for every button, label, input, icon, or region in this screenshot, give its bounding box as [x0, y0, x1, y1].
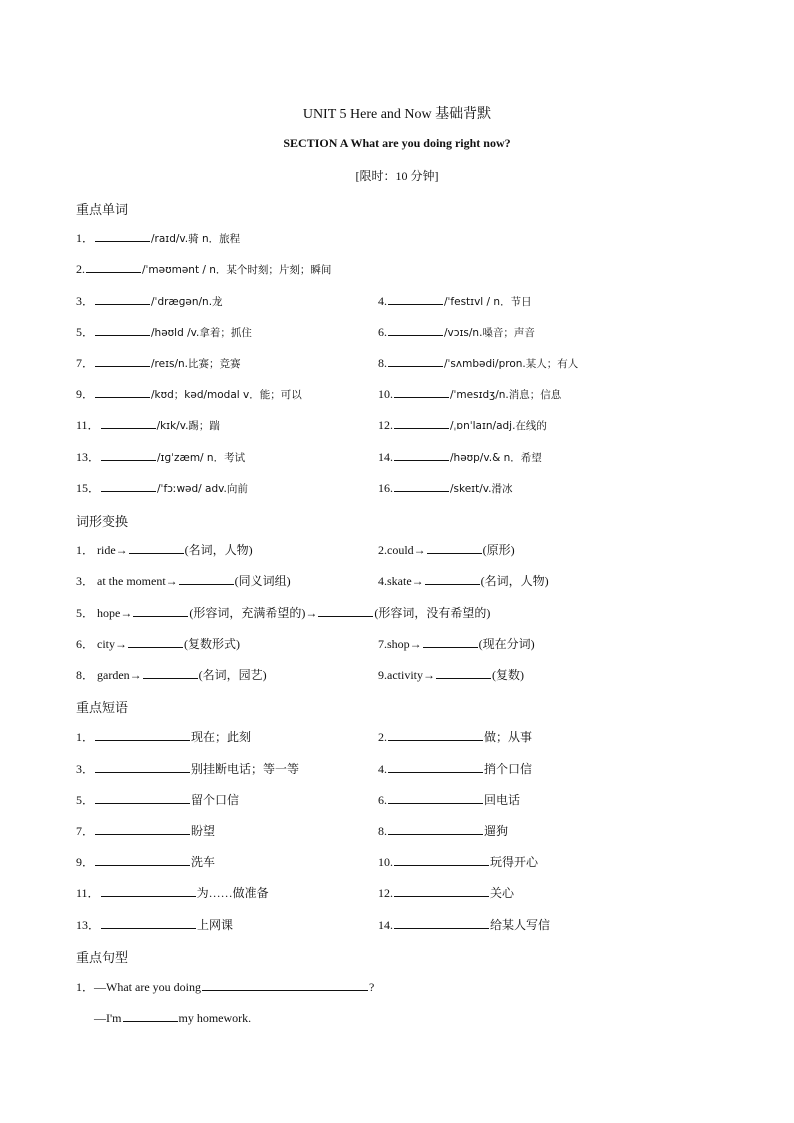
vocab-item: 7． /reɪs/n.比赛；竞赛	[76, 356, 241, 370]
answer-blank[interactable]	[95, 229, 150, 242]
vocab-item: 10. /ˈmesɪdʒ/n.消息；信息	[378, 387, 562, 401]
answer-blank[interactable]	[388, 822, 483, 835]
form-item: 9.activity→ (复数)	[378, 668, 524, 682]
phrase-item: 14. 给某人写信	[378, 918, 551, 932]
form-item: 8． garden→ (名词，园艺)	[76, 668, 267, 682]
phrase-item: 4. 捎个口信	[378, 762, 533, 776]
vocab-item: 8. /ˈsʌmbədi/pron.某人；有人	[378, 356, 579, 370]
answer-blank[interactable]	[95, 822, 190, 835]
answer-blank[interactable]	[427, 541, 482, 554]
answer-blank[interactable]	[202, 978, 368, 991]
sentences-heading: 重点句型	[76, 950, 129, 965]
phrase-item: 5． 留个口信	[76, 793, 240, 807]
vocab-item: 12. /ˌɒnˈlaɪn/adj.在线的	[378, 418, 547, 432]
answer-blank[interactable]	[425, 572, 480, 585]
answer-blank[interactable]	[394, 385, 449, 398]
vocab-item: 11． /kɪk/v.踢；踹	[76, 418, 220, 432]
answer-blank[interactable]	[133, 604, 188, 617]
phrase-item: 10. 玩得开心	[378, 855, 539, 869]
phrase-item: 6. 回电话	[378, 793, 521, 807]
forms-heading: 词形变换	[76, 514, 129, 529]
phrase-item: 1． 现在；此刻	[76, 730, 252, 744]
answer-blank[interactable]	[86, 260, 141, 273]
vocab-item: 15． /ˈfɔːwəd/ adv.向前	[76, 481, 248, 495]
answer-blank[interactable]	[394, 916, 489, 929]
vocab-item: 3． /ˈdræɡən/n.龙	[76, 294, 223, 308]
page-title: UNIT 5 Here and Now 基础背默	[302, 107, 492, 122]
form-item: 1． ride→ (名词，人物)	[76, 543, 253, 557]
answer-blank[interactable]	[123, 1009, 178, 1022]
answer-blank[interactable]	[436, 666, 491, 679]
answer-blank[interactable]	[143, 666, 198, 679]
sentence-item: 1． —What are you doing ?	[76, 980, 375, 994]
answer-blank[interactable]	[394, 416, 449, 429]
answer-blank[interactable]	[388, 354, 443, 367]
answer-blank[interactable]	[394, 448, 449, 461]
phrase-item: 8. 遛狗	[378, 824, 509, 838]
phrase-item: 3． 别挂断电话；等一等	[76, 762, 300, 776]
answer-blank[interactable]	[101, 448, 156, 461]
answer-blank[interactable]	[388, 323, 443, 336]
vocab-item: 5． /həʊld /v.拿着；抓住	[76, 325, 252, 339]
form-item: 6． city→ (复数形式)	[76, 637, 240, 651]
phrase-item: 7． 盼望	[76, 824, 216, 838]
vocab-item: 14. /həʊp/v.& n．希望	[378, 450, 542, 464]
answer-blank[interactable]	[95, 354, 150, 367]
answer-blank[interactable]	[101, 416, 156, 429]
vocab-heading: 重点单词	[76, 202, 129, 217]
answer-blank[interactable]	[95, 853, 190, 866]
answer-blank[interactable]	[95, 728, 190, 741]
answer-blank[interactable]	[394, 853, 489, 866]
answer-blank[interactable]	[101, 884, 196, 897]
time-limit: [限时：10 分钟]	[355, 169, 439, 183]
answer-blank[interactable]	[101, 479, 156, 492]
phrase-item: 9． 洗车	[76, 855, 216, 869]
answer-blank[interactable]	[129, 541, 184, 554]
form-item: 5． hope→ (形容词，充满希望的)→ (形容词，没有希望的)	[76, 606, 491, 620]
answer-blank[interactable]	[388, 791, 483, 804]
section-subtitle: SECTION A What are you doing right now?	[283, 136, 511, 150]
phrases-heading: 重点短语	[76, 700, 129, 715]
phrase-item: 12. 关心	[378, 886, 515, 900]
form-item: 4.skate→ (名词，人物)	[378, 574, 549, 588]
answer-blank[interactable]	[95, 791, 190, 804]
vocab-item: 1． /raɪd/v.骑 n．旅程	[76, 231, 241, 245]
vocab-item: 2. /ˈməʊmənt / n．某个时刻；片刻；瞬间	[76, 262, 332, 276]
answer-blank[interactable]	[179, 572, 234, 585]
sentence-item: —I'm my homework.	[94, 1011, 252, 1025]
form-item: 3． at the moment→ (同义词组)	[76, 574, 291, 588]
form-item: 2.could→ (原形)	[378, 543, 515, 557]
answer-blank[interactable]	[423, 635, 478, 648]
vocab-item: 4. /ˈfestɪvl / n．节日	[378, 294, 532, 308]
answer-blank[interactable]	[101, 916, 196, 929]
answer-blank[interactable]	[388, 760, 483, 773]
answer-blank[interactable]	[95, 292, 150, 305]
vocab-item: 9． /kʊd；kəd/modal v．能；可以	[76, 387, 302, 401]
answer-blank[interactable]	[95, 760, 190, 773]
phrase-item: 13． 上网课	[76, 918, 234, 932]
answer-blank[interactable]	[388, 728, 483, 741]
vocab-item: 16. /skeɪt/v.滑冰	[378, 481, 513, 495]
answer-blank[interactable]	[388, 292, 443, 305]
vocab-item: 6. /vɔɪs/n.嗓音；声音	[378, 325, 535, 339]
answer-blank[interactable]	[394, 479, 449, 492]
phrase-item: 11． 为……做准备	[76, 886, 269, 900]
answer-blank[interactable]	[95, 385, 150, 398]
phrase-item: 2. 做；从事	[378, 730, 533, 744]
form-item: 7.shop→ (现在分词)	[378, 637, 535, 651]
answer-blank[interactable]	[95, 323, 150, 336]
answer-blank[interactable]	[128, 635, 183, 648]
vocab-item: 13． /ɪɡˈzæm/ n．考试	[76, 450, 246, 464]
answer-blank[interactable]	[318, 604, 373, 617]
answer-blank[interactable]	[394, 884, 489, 897]
